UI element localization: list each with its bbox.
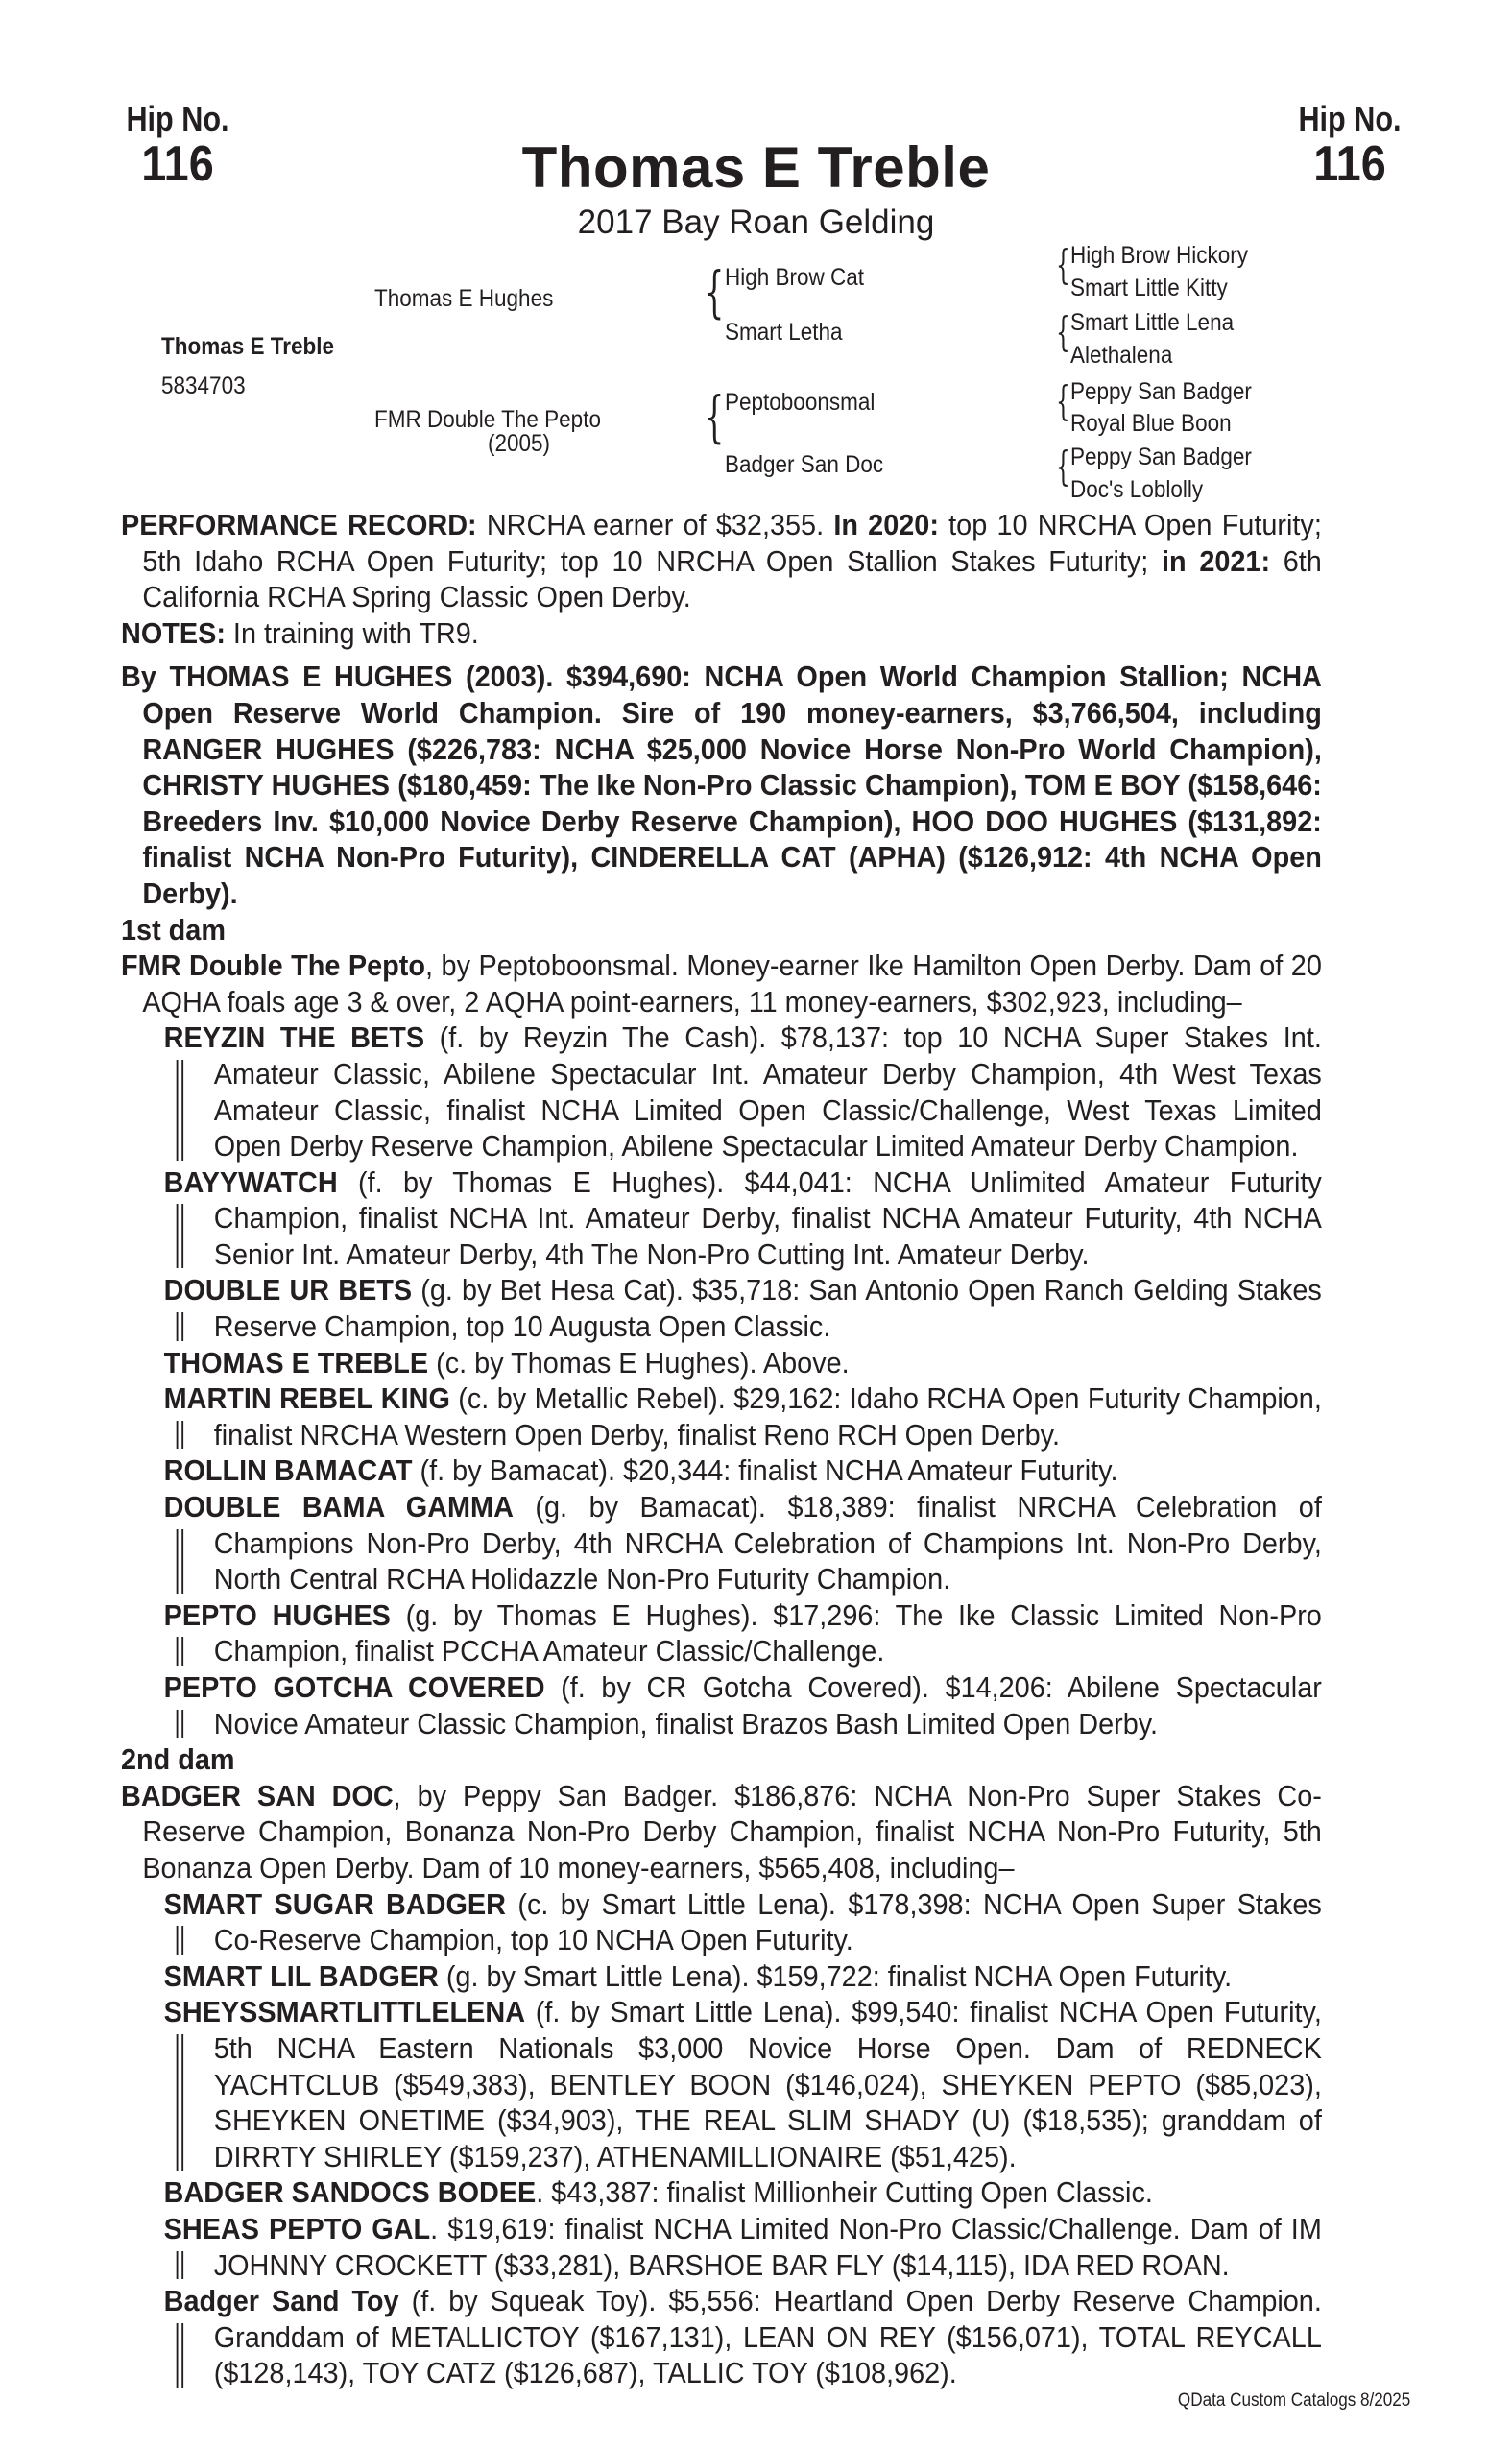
produce-item: ROLLIN BAMACAT (f. by Bamacat). $20,344: finalist NCHA Amateur Futurity. — [163, 1453, 1118, 1488]
notes: NOTES: In training with TR9. — [121, 615, 479, 650]
pedigree-g6: Royal Blue Boon — [1070, 410, 1232, 437]
pedigree-reg-no: 5834703 — [161, 372, 246, 399]
produce-item: PEPTO GOTCHA COVERED (f. by CR Gotcha Covered). $14,206: Abilene Spectacular Novice Amateur Classic Champion, finalist Brazos Bash Limited Open Derby. — [163, 1670, 1322, 1740]
continuation-bar — [177, 1637, 183, 1666]
continuation-bar — [177, 1204, 183, 1268]
first-dam-heading: 1st dam — [121, 912, 226, 947]
continuation-bar — [177, 2034, 183, 2171]
second-dam-heading: 2nd dam — [121, 1742, 235, 1777]
catalog-body — [121, 507, 1322, 2391]
continuation-bar — [177, 2251, 183, 2280]
continuation-bar — [177, 1710, 183, 1739]
brace-icon: { — [1056, 308, 1070, 355]
continuation-bar — [177, 2323, 183, 2388]
produce-item: Badger Sand Toy (f. by Squeak Toy). $5,556: Heartland Open Derby Reserve Champion. Granddam of METALLICTOY ($167,131), LEAN ON REY ($156,071), TOTAL REYCALL ($128,143), TOY CATZ ($126,687), TALLIC TOY ($108,962). — [163, 2284, 1322, 2390]
continuation-bar — [177, 1421, 183, 1450]
pedigree-g3: Smart Little Lena — [1070, 309, 1235, 336]
pedigree-sire-sire: High Brow Cat — [725, 264, 865, 291]
pedigree-g7: Peppy San Badger — [1070, 444, 1252, 470]
brace-icon: { — [705, 384, 725, 449]
footer-credit: QData Custom Catalogs 8/2025 — [1177, 2390, 1410, 2411]
continuation-bar — [177, 1312, 183, 1341]
produce-item: DOUBLE UR BETS (g. by Bet Hesa Cat). $35,718: San Antonio Open Ranch Gelding Stakes Reserve Champion, top 10 Augusta Open Classic. — [163, 1273, 1322, 1344]
horse-description: 2017 Bay Roan Gelding — [577, 204, 935, 241]
produce-item: SHEYSSMARTLITTLELENA (f. by Smart Little Lena). $99,540: finalist NCHA Open Futurity, 5th NCHA Eastern Nationals $3,000 Novice Horse Open. Dam of REDNECK YACHTCLUB ($549,383), BENTLEY BOON ($146,024), SHEYKEN PEPTO ($85,023), SHEYKEN ONETIME ($34,903), THE REAL SLIM SHADY (U) ($18,535); granddam of DIRRTY SHIRLEY ($159,237), ATHENAMILLIONAIRE ($51,425). — [163, 1995, 1322, 2173]
pedigree-dam-sire: Peptoboonsmal — [725, 389, 876, 416]
pedigree-sire: Thomas E Hughes — [374, 285, 554, 312]
continuation-bar — [177, 1529, 183, 1594]
produce-item: BADGER SANDOCS BODEE. $43,387: finalist Millionheir Cutting Open Classic. — [163, 2175, 1153, 2210]
produce-item: SMART LIL BADGER (g. by Smart Little Lena). $159,722: finalist NCHA Open Futurity. — [163, 1958, 1233, 1993]
pedigree-g8: Doc's Loblolly — [1070, 476, 1204, 503]
pedigree-dam-dam: Badger San Doc — [725, 451, 884, 478]
hip-label: Hip No. — [1298, 99, 1402, 138]
pedigree-sire-dam: Smart Letha — [725, 319, 843, 346]
second-dam-paragraph: BADGER SAN DOC, by Peppy San Badger. $186,876: NCHA Non-Pro Super Stakes Co-Reserve Champion, Bonanza Non-Pro Derby Champion, finalist NCHA Non-Pro Futurity, 5th Bonanza Open Derby. Dam of 10 money-earners, $565,408, including– — [121, 1778, 1322, 1884]
pedigree-g1: High Brow Hickory — [1070, 242, 1249, 269]
performance-record: PERFORMANCE RECORD: NRCHA earner of $32,355. In 2020: top 10 NRCHA Open Futurity; 5th Idaho RCHA Open Futurity; top 10 NRCHA Open Stallion Stakes Futurity; in 2021: 6th California RCHA Spring Classic Open Derby. — [121, 508, 1322, 614]
pedigree-g5: Peppy San Badger — [1070, 378, 1252, 405]
pedigree-dam: FMR Double The Pepto — [374, 406, 601, 433]
produce-item: REYZIN THE BETS (f. by Reyzin The Cash). $78,137: top 10 NCHA Super Stakes Int. Amateur Classic, Abilene Spectacular Int. Amateur Derby Champion, 4th West Texas Amateur Classic, finalist NCHA Limited Open Classic/Challenge, West Texas Limited Open Derby Reserve Champion, Abilene Spectacular Limited Amateur Derby Champion. — [163, 1020, 1322, 1164]
brace-icon: { — [1056, 377, 1070, 424]
produce-item: DOUBLE BAMA GAMMA (g. by Bamacat). $18,389: finalist NRCHA Celebration of Champions Non-Pro Derby, 4th NRCHA Celebration of Champions Int. Non-Pro Derby, North Central RCHA Holidazzle Non-Pro Futurity Champion. — [163, 1490, 1322, 1596]
brace-icon: { — [705, 259, 725, 324]
pedigree-horse-name: Thomas E Treble — [161, 333, 335, 360]
pedigree-g4: Alethalena — [1070, 342, 1173, 369]
brace-icon: { — [1056, 241, 1070, 288]
first-dam-paragraph: FMR Double The Pepto, by Peptoboonsmal. Money-earner Ike Hamilton Open Derby. Dam of 20 AQHA foals age 3 & over, 2 AQHA point-earners, 11 money-earners, $302,923, including– — [121, 948, 1322, 1019]
second-dam-produce-list — [121, 1886, 1322, 2391]
produce-item: BAYYWATCH (f. by Thomas E Hughes). $44,041: NCHA Unlimited Amateur Futurity Champion, finalist NCHA Int. Amateur Derby, finalist NCHA Amateur Futurity, 4th NCHA Senior Int. Amateur Derby, 4th The Non-Pro Cutting Int. Amateur Derby. — [163, 1164, 1322, 1271]
horse-name-title: Thomas E Treble — [521, 135, 991, 200]
hip-number: 116 — [141, 136, 214, 192]
hip-number: 116 — [1313, 136, 1386, 192]
first-dam-produce-list — [121, 1020, 1322, 1741]
hip-label: Hip No. — [126, 99, 229, 138]
pedigree-dam-year: (2005) — [488, 430, 551, 457]
sire-paragraph: By THOMAS E HUGHES (2003). $394,690: NCHA Open World Champion Stallion; NCHA Open Reserve World Champion. Sire of 190 money-earners, $3,766,504, including RANGER HUGHES ($226,783: NCHA $25,000 Novice Horse Non-Pro World Champion), CHRISTY HUGHES ($180,459: The Ike Non-Pro Classic Champion), TOM E BOY ($158,646: Breeders Inv. $10,000 Novice Derby Reserve Champion), HOO DOO HUGHES ($131,892: finalist NCHA Non-Pro Futurity), CINDERELLA CAT (APHA) ($126,912: 4th NCHA Open Derby). — [121, 660, 1322, 910]
continuation-bar — [177, 1060, 183, 1161]
produce-item: MARTIN REBEL KING (c. by Metallic Rebel). $29,162: Idaho RCHA Open Futurity Champion, finalist NRCHA Western Open Derby, finalist Reno RCH Open Derby. — [163, 1381, 1322, 1452]
produce-item: SMART SUGAR BADGER (c. by Smart Little Lena). $178,398: NCHA Open Super Stakes Co-Reserve Champion, top 10 NCHA Open Futurity. — [163, 1886, 1322, 1957]
continuation-bar — [177, 1926, 183, 1955]
brace-icon: { — [1056, 443, 1070, 490]
pedigree-g2: Smart Little Kitty — [1070, 275, 1228, 301]
produce-item: PEPTO HUGHES (g. by Thomas E Hughes). $17,296: The Ike Classic Limited Non-Pro Champion, finalist PCCHA Amateur Classic/Challenge. — [163, 1597, 1322, 1668]
produce-item: SHEAS PEPTO GAL. $19,619: finalist NCHA Limited Non-Pro Classic/Challenge. Dam of IM JOHNNY CROCKETT ($33,281), BARSHOE BAR FLY ($14,115), IDA RED ROAN. — [163, 2211, 1322, 2282]
produce-item: THOMAS E TREBLE (c. by Thomas E Hughes). Above. — [163, 1345, 850, 1380]
